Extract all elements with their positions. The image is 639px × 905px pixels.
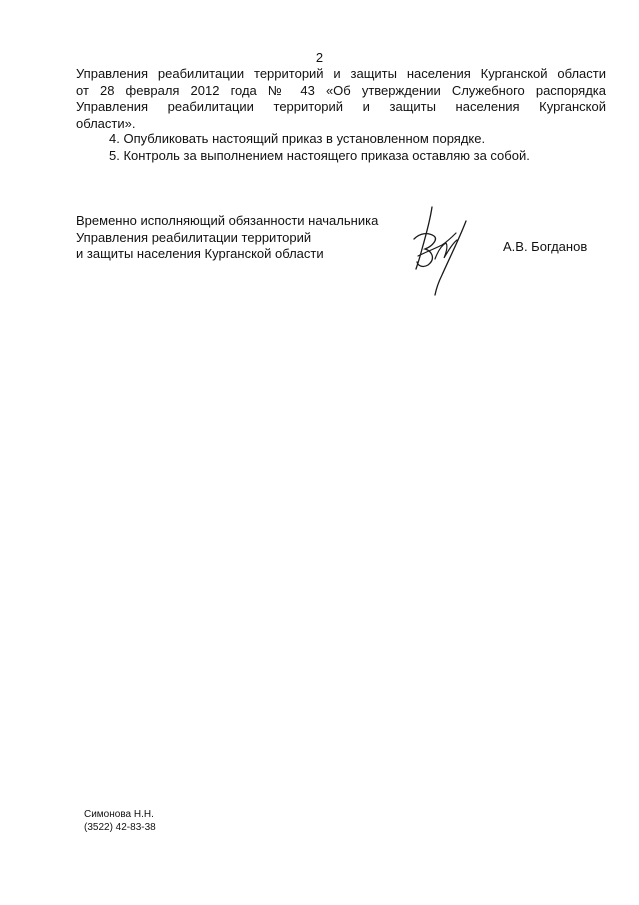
signatory-title <box>76 213 378 263</box>
paragraph-line: Управления реабилитации территорий и защиты населения Курганской области <box>76 66 606 81</box>
executor-phone: (3522) 42-83-38 <box>84 822 156 833</box>
signatory-title-line: Временно исполняющий обязанности начальника <box>76 213 379 228</box>
paragraph-line: Управления реабилитации территорий и защиты населения Курганской <box>76 99 606 114</box>
executor-footer <box>84 808 156 834</box>
signatory-title-line: и защиты населения Курганской области <box>76 246 324 261</box>
list-item-control: 5. Контроль за выполнением настоящего приказа оставляю за собой. <box>109 148 530 163</box>
handwritten-signature <box>408 203 470 298</box>
executor-name: Симонова Н.Н. <box>84 809 154 820</box>
signatory-name: А.В. Богданов <box>503 239 588 254</box>
signatory-title-line: Управления реабилитации территорий <box>76 229 312 245</box>
list-item-publish: 4. Опубликовать настоящий приказ в установленном порядке. <box>109 131 486 146</box>
body-paragraph <box>76 66 606 132</box>
page-number: 2 <box>315 50 324 65</box>
paragraph-line: области». <box>76 115 136 131</box>
paragraph-line: от 28 февраля 2012 года № 43 «Об утверждении Служебного распорядка <box>76 82 606 98</box>
